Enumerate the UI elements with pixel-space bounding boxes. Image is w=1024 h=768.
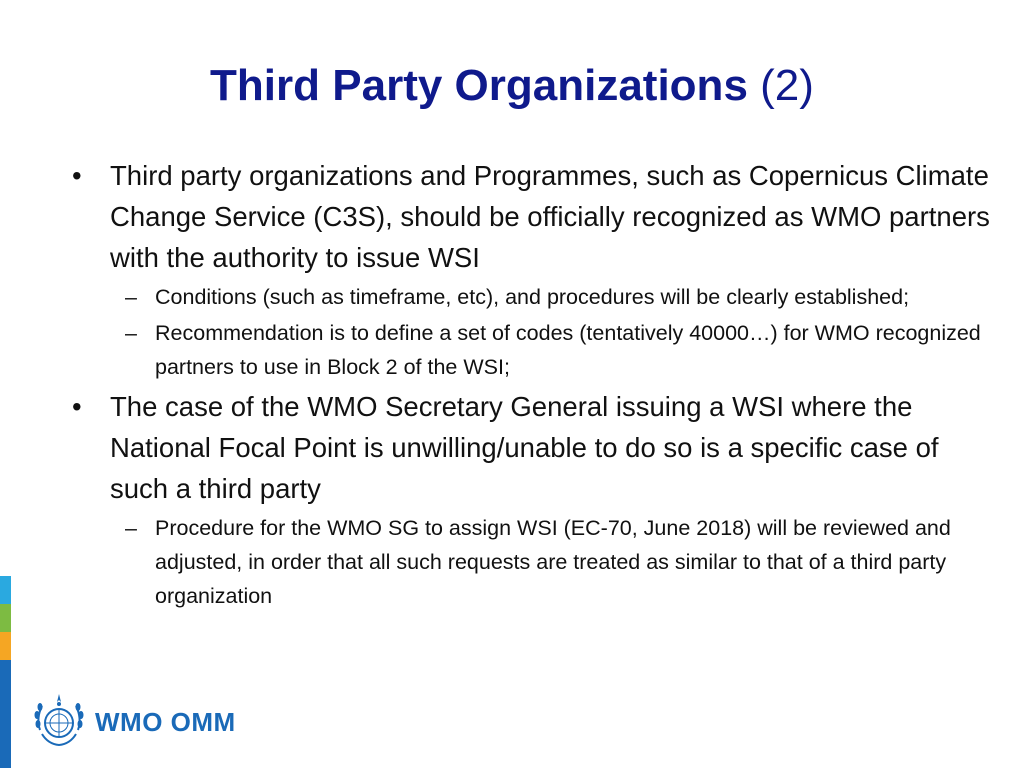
sub-bullet-text: Procedure for the WMO SG to assign WSI (EC-70, June 2018) will be reviewed and adjusted, in order that all such requests are treated as similar to that of a third party organization [155, 516, 951, 608]
bullet-icon: • [72, 160, 82, 191]
dash-icon: – [125, 516, 137, 540]
dash-icon: – [125, 321, 137, 345]
bullet-icon: • [72, 391, 82, 422]
un-emblem-icon [28, 690, 90, 752]
title-main: Third Party Organizations [210, 61, 748, 110]
bullet-item [70, 155, 990, 278]
sub-bullet-item [110, 316, 990, 384]
dash-icon: – [125, 285, 137, 309]
sub-bullet-text: Conditions (such as timeframe, etc), and procedures will be clearly established; [155, 285, 910, 309]
bullet-item [70, 386, 990, 509]
stripe-green [0, 604, 11, 632]
bullet-text: The case of the WMO Secretary General issuing a WSI where the National Focal Point is unwilling/unable to do so is a specific case of such a third party [110, 391, 939, 504]
stripe-cyan [0, 576, 11, 604]
bullet-list [70, 155, 990, 615]
logo-text: WMO OMM [95, 707, 236, 737]
bullet-text: Third party organizations and Programmes, such as Copernicus Climate Change Service (C3S), should be officially recognized as WMO partners with the authority to issue WSI [110, 160, 990, 273]
stripe-blue [0, 660, 11, 768]
slide-title [0, 58, 1024, 114]
sub-bullet-text: Recommendation is to define a set of codes (tentatively 40000…) for WMO recognized partners to use in Block 2 of the WSI; [155, 321, 981, 379]
title-suffix: (2) [760, 61, 814, 110]
sub-bullet-item [110, 511, 990, 613]
stripe-orange [0, 632, 11, 660]
sub-bullet-item [110, 280, 990, 314]
